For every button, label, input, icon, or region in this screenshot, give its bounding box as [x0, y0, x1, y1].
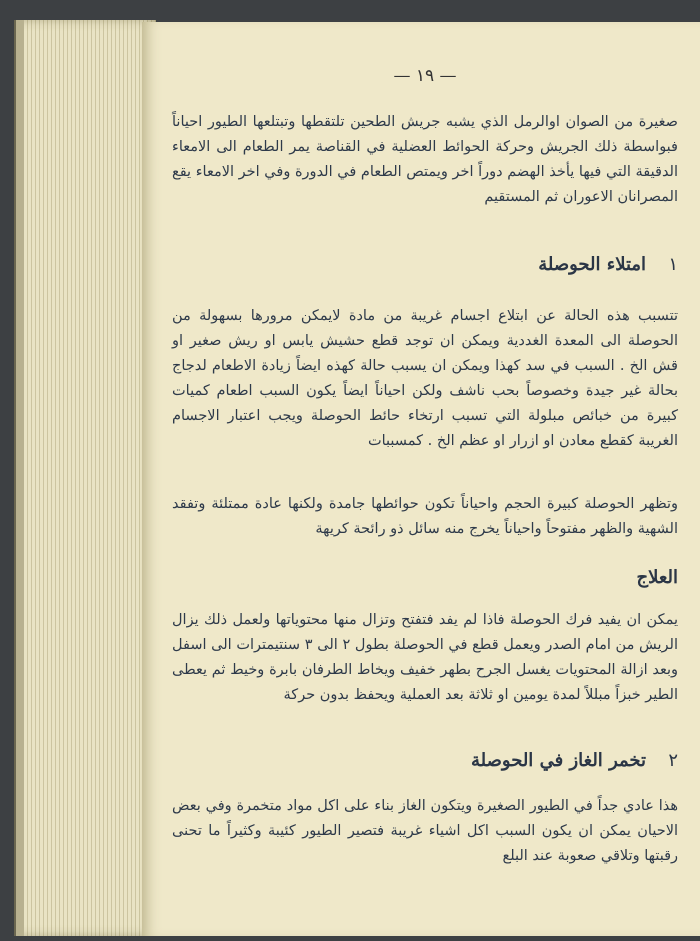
book-page-edges: [14, 20, 156, 936]
treatment-heading: العلاج: [636, 567, 678, 588]
paragraph-intro: صغيرة من الصوان اوالرمل الذي يشبه جريش الطحين تلتقطها وتبتلعها الطيور احياناً فبواسطة ذلك الجريش وحركة الحوائط العضلية في القناصة يمر الطعام الى الامعاء الدقيقة التي فيها يأخذ الهضم دوراً اخر ويمتص الطعام في الدورة وفي اخر الامعاء يقع المصرانان الاعوران ثم المستقيم: [172, 114, 678, 205]
section-number: ١: [668, 254, 678, 275]
paragraph-treatment: يمكن ان يفيد فرك الحوصلة فاذا لم يفد فتفتح وتزال منها محتوياتها ولعمل ذلك يزال الريش من امام الصدر ويعمل قطع في الحوصلة بطول ٢ الى ٣ سنتيمترات الى اسفل وبعد ازالة المحتويات يغسل الجرح بطهر خفيف ويخاط الطرفان بابرة وخيط ثم يعطى الطير خبزاً مبللاً لمدة يومين او ثلاثة بعد العملية ويحفظ بدون حركة: [172, 612, 678, 703]
section-title: امتلاء الحوصلة: [538, 254, 647, 275]
paragraph-causes: تتسبب هذه الحالة عن ابتلاع اجسام غريبة من مادة لايمكن مرورها بسهولة من الحوصلة الى المعدة الغددية ويمكن ان توجد قطع حشيش يابس او ريش صغير او قش الخ . السبب في سد كهذا ويمكن ان يسبب حالة كهذه ايضاً زيادة الاطعام لدجاج بحالة غير جيدة وخصوصاً بحب ناشف ولكن احياناً ايضاً يكون السبب اطعام كميات كبيرة من خبائص مبلولة التي تسبب ارتخاء حائط الحوصلة ويجب اعتبار الاجسام الغريبة كقطع معادن او ازرار او عظم الخ . كمسببات: [172, 308, 678, 449]
book-page: [142, 22, 700, 936]
section-number: ٢: [668, 750, 678, 771]
paragraph-gas: هذا عادي جداً في الطيور الصغيرة ويتكون الغاز بناء على اكل مواد متخمرة وفي بعض الاحيان يمكن ان يكون السبب اكل اشياء غريبة فتصير الطيور كئيبة وكثيراً ما تحنى رقبتها وتلاقي صعوبة عند البلع: [172, 798, 678, 864]
book-spine-edge: [16, 20, 24, 936]
paragraph-symptoms: وتظهر الحوصلة كبيرة الحجم واحياناً تكون حوائطها جامدة ولكنها عادة ممتلئة وتفقد الشهية والظهر مفتوحاً واحياناً يخرج منه سائل ذو رائحة كريهة: [172, 496, 678, 537]
section-heading-gas-fermentation: [172, 750, 678, 771]
page-content: [172, 22, 678, 936]
page-number: — ١٩ —: [393, 66, 457, 86]
section-heading-crop-impaction: [172, 254, 678, 275]
section-title: تخمر الغاز في الحوصلة: [471, 750, 647, 771]
